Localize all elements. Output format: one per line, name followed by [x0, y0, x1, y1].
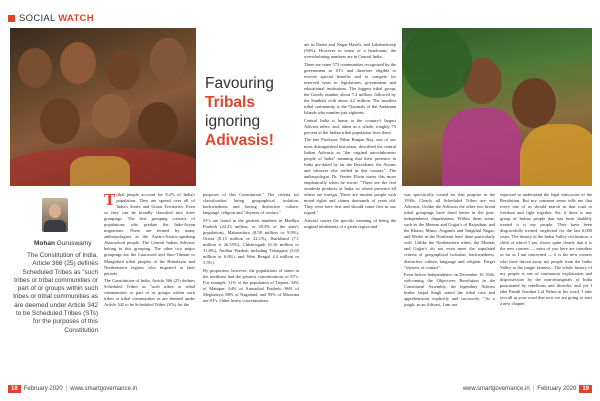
footer-left: 18 February 2020 | www.smartgovernance.in: [8, 385, 137, 393]
author-byline: [34, 240, 91, 247]
article-title: Favouring Tribals ignoring Adivasis!: [205, 75, 274, 149]
footer-site-left[interactable]: www.smartgovernance.in: [70, 386, 138, 392]
section-marker-icon: [8, 15, 15, 22]
author-first-name: Mohan: [34, 240, 55, 247]
page-number-right: 19: [579, 385, 592, 393]
footer-site-right[interactable]: www.smartgovernance.in: [462, 386, 530, 392]
tribal-children-photo: [10, 28, 196, 186]
article-column-4: was specifically coined for that purpose in the 1930s. Clearly all Scheduled Tribes are not Adivasis. Unlike the Adivasis the other two broad tribal groupings have fared better in the post-independence dispensation. Within them some, such as the Meenas and Gujjar's of Rajasthan, and the Khasis, Minos, Angamis and Tangkhul Nagas, and Meitei in the Northeast have done particularly well. Unlike the Northeastern tribes, the Meenas and Gujjar's do not even meet the stipulated criteria of geographical isolation, backwardness, distinctive culture, language and religion. Forget "shyness of contact". Even before Independence on December 16 1946, welcoming the Objectives Resolution in the Constituent Assembly, the legendary Adivasi leader Jaipal Singh stated the tribal case and apprehensions explicitly and succinctly: "As a jungli, as an Adivasi, I am not: [404, 192, 495, 308]
drop-cap: T: [104, 190, 116, 209]
article-column-1: Tribal people account for 8.2% of India's population. They are spread over all of India's States and Union Territories. Even so they can be broadly classified into three groupings. The first grouping consists of populations who predate the Indo-Aryan migrations. These are termed by many anthropologists as the Austro-Asiatic-speaking Austraoloid people. The Central Indian Adivasis belong to this grouping. The other two major groupings are the Caucasoid and Sino-Tibetan or Mongoloid tribal peoples of the Himalayas and Northeastern regions who migrated at later periods. The Constitution of India, Article 366 (25) defines Scheduled Tribes as "such tribes or tribal communities or part of or groups within such tribes or tribal communities as are deemed under Article 342 to be Scheduled Tribes (STs) for the: [104, 190, 195, 308]
footer-date-right: February 2020: [537, 386, 577, 392]
article-column-5: expected to understand the legal intricacies of the Resolution. But my common sense tells me that every one of us should march in that road to freedom and fight together. Sir, if there is any group of Indian people that has been shabbily treated it is my people. They have been disgracefully treated, neglected for the last 6,000 years. The history of the Indus Valley civilization, a child of which I am, shows quite clearly that it is the new comers — most of you here are intruders as far as I am concerned — it is the new comers who have driven away my people from the Indus Valley to the jungle fastness...The whole history of my people is one of continuous exploitation and dispossession by the non-aboriginals of India punctuated by rebellions and disorder, and yet I take Pandit Jawahar Lal Nehru at his word. I take you all at your word that now we are going to start a new chapter.: [500, 192, 592, 306]
article-column-3: are in Dadra and Nagar Haveli, and Lakshadweep (94%). However in terms of a headcount, the overwhelming numbers are in Central India. There are some 573 communities recognized by the government as ST's and therefore eligible to receive special benefits and to compete for reserved seats in legislatures, government and educational institutions. The biggest tribal group, the Gonds, number about 7.4 million, followed by the Santhals with about 4.2 million. The smallest tribal community is the Chaimals of the Andaman Islands who number just eighteen. Central India is home to the country's largest Adivasi tribes, and, taken as a whole, roughly 75 percent of the Indian tribal population lives there. The late Professor Nihar Ranjan Ray, one of our most distinguished historians, described the central Indian Adivasis as "the original autochthonous people of India" meaning that their presence in India pre-dated by far the Dravidians, the Aryans and whoever else settled in this country". The anthropologist Dr. Verrier Elwin states this more emphatically when he wrote: "These are the real swadeshi products of India, in whose presence all others are foreign. These are ancient people with moral rights and claims thousands of years old. They were here first and should come first in our regard." Adivasi carries the specific meaning of being the original inhabitants of a given region and: [304, 42, 396, 229]
footer-right: www.smartgovernance.in | February 2020 19: [463, 385, 592, 393]
footer-date-left: February 2020: [23, 386, 63, 392]
section-title: SOCIAL WATCH: [19, 13, 94, 24]
article-column-2: purposes of this Constitution." The criteria for classification being geographical isolation, backwardness and having distinctive culture, language, religion and "shyness of contact." ST's are found in the greatest numbers in Madhya Pradesh (22.23 million, or 20.3% of the state's population), Maharashtra (8.58 million or 9.9%), Orissa (8.15 million or 22.1%), Jharkhand (7.1 million fr 26.55%), Chhattisgarh (6.16 million or 31.8%), Andhra Pradesh including Telangana (5.02 million or 6.6%), and West Bengal 4.4 million or 5.5%). By proportion, however, the populations of states in the northeast had the greatest concentrations of ST's. For example, 31% of the population of Tripura, 34% of Manipur, 64% of Arunachal Pradesh, 86% of Meghalaya, 88% of Nagaland, and 95% of Mizoram are ST's. Other heavy concentrations: [203, 192, 299, 303]
author-avatar: [42, 198, 68, 232]
author-last-name: Guruswamy: [56, 240, 92, 247]
page-number-left: 18: [8, 385, 21, 393]
pull-quote: The Constitution of India, Article 366 (25) defines Scheduled Tribes as "such tribes or tribal communities or part of or groups within such tribes or tribal communities as are deemed under Article 342 to be Scheduled Tribes (STs) for the purposes of this Constitution: [13, 252, 98, 334]
tribal-women-photo: [402, 28, 592, 186]
section-header: [8, 13, 94, 24]
